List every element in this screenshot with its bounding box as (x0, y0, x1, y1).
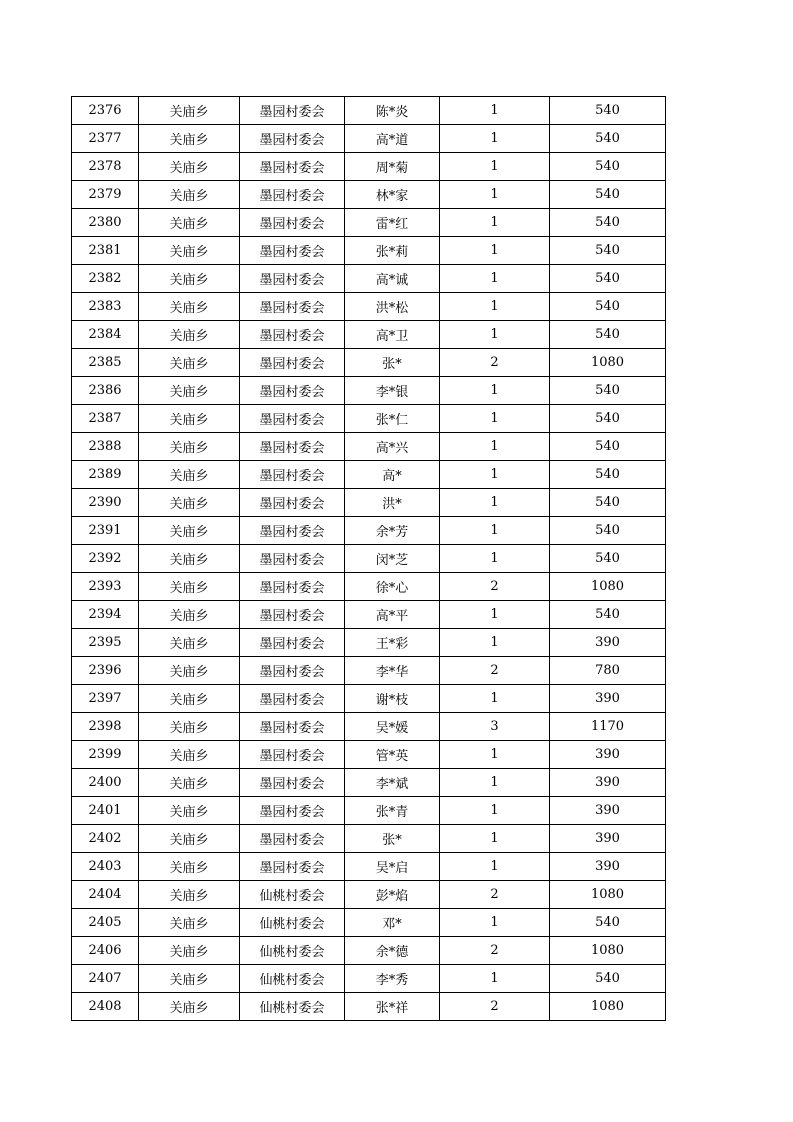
serial-number-cell: 2379 (72, 181, 139, 209)
amount-cell: 390 (550, 853, 666, 881)
household-count-cell: 1 (440, 377, 550, 405)
table-row (72, 797, 666, 825)
household-count-cell: 2 (440, 937, 550, 965)
amount-cell: 390 (550, 825, 666, 853)
village-committee-cell: 墨园村委会 (240, 769, 345, 797)
township-cell: 关庙乡 (139, 629, 240, 657)
name-cell: 高*诚 (345, 265, 440, 293)
village-committee-cell: 墨园村委会 (240, 209, 345, 237)
serial-number-cell: 2391 (72, 517, 139, 545)
township-cell: 关庙乡 (139, 349, 240, 377)
amount-cell: 1080 (550, 937, 666, 965)
name-cell: 高*卫 (345, 321, 440, 349)
serial-number-cell: 2408 (72, 993, 139, 1021)
township-cell: 关庙乡 (139, 993, 240, 1021)
township-cell: 关庙乡 (139, 321, 240, 349)
table-row (72, 601, 666, 629)
household-count-cell: 2 (440, 657, 550, 685)
table-row (72, 741, 666, 769)
village-committee-cell: 墨园村委会 (240, 545, 345, 573)
name-cell: 张*青 (345, 797, 440, 825)
village-committee-cell: 墨园村委会 (240, 573, 345, 601)
village-committee-cell: 墨园村委会 (240, 237, 345, 265)
serial-number-cell: 2376 (72, 97, 139, 125)
serial-number-cell: 2399 (72, 741, 139, 769)
table-row (72, 97, 666, 125)
table-row (72, 125, 666, 153)
household-count-cell: 1 (440, 769, 550, 797)
name-cell: 高*兴 (345, 433, 440, 461)
serial-number-cell: 2377 (72, 125, 139, 153)
township-cell: 关庙乡 (139, 769, 240, 797)
household-count-cell: 2 (440, 349, 550, 377)
village-committee-cell: 墨园村委会 (240, 797, 345, 825)
name-cell: 洪*松 (345, 293, 440, 321)
name-cell: 余*芳 (345, 517, 440, 545)
household-count-cell: 1 (440, 965, 550, 993)
village-committee-cell: 墨园村委会 (240, 713, 345, 741)
table-row (72, 181, 666, 209)
household-count-cell: 1 (440, 601, 550, 629)
table-row (72, 545, 666, 573)
township-cell: 关庙乡 (139, 685, 240, 713)
village-committee-cell: 仙桃村委会 (240, 881, 345, 909)
village-committee-cell: 墨园村委会 (240, 293, 345, 321)
serial-number-cell: 2400 (72, 769, 139, 797)
household-count-cell: 2 (440, 573, 550, 601)
township-cell: 关庙乡 (139, 741, 240, 769)
name-cell: 吴*媛 (345, 713, 440, 741)
serial-number-cell: 2395 (72, 629, 139, 657)
household-count-cell: 1 (440, 489, 550, 517)
amount-cell: 390 (550, 797, 666, 825)
serial-number-cell: 2404 (72, 881, 139, 909)
serial-number-cell: 2392 (72, 545, 139, 573)
amount-cell: 540 (550, 237, 666, 265)
township-cell: 关庙乡 (139, 601, 240, 629)
village-committee-cell: 墨园村委会 (240, 461, 345, 489)
amount-cell: 540 (550, 517, 666, 545)
name-cell: 管*英 (345, 741, 440, 769)
township-cell: 关庙乡 (139, 545, 240, 573)
township-cell: 关庙乡 (139, 937, 240, 965)
household-count-cell: 1 (440, 461, 550, 489)
township-cell: 关庙乡 (139, 265, 240, 293)
serial-number-cell: 2393 (72, 573, 139, 601)
name-cell: 王*彩 (345, 629, 440, 657)
name-cell: 李*斌 (345, 769, 440, 797)
household-count-cell: 1 (440, 433, 550, 461)
township-cell: 关庙乡 (139, 797, 240, 825)
township-cell: 关庙乡 (139, 181, 240, 209)
amount-cell: 1080 (550, 881, 666, 909)
serial-number-cell: 2397 (72, 685, 139, 713)
table-row (72, 881, 666, 909)
table-row (72, 937, 666, 965)
amount-cell: 390 (550, 741, 666, 769)
table-row (72, 993, 666, 1021)
name-cell: 吴*启 (345, 853, 440, 881)
household-count-cell: 1 (440, 97, 550, 125)
township-cell: 关庙乡 (139, 909, 240, 937)
table-row (72, 237, 666, 265)
name-cell: 张*仁 (345, 405, 440, 433)
name-cell: 李*秀 (345, 965, 440, 993)
table-row (72, 629, 666, 657)
name-cell: 徐*心 (345, 573, 440, 601)
household-count-cell: 1 (440, 517, 550, 545)
name-cell: 张*莉 (345, 237, 440, 265)
township-cell: 关庙乡 (139, 573, 240, 601)
village-committee-cell: 仙桃村委会 (240, 909, 345, 937)
name-cell: 张*祥 (345, 993, 440, 1021)
roster-table (71, 96, 666, 1021)
name-cell: 洪* (345, 489, 440, 517)
amount-cell: 540 (550, 181, 666, 209)
table-row (72, 853, 666, 881)
table-row (72, 433, 666, 461)
table-row (72, 293, 666, 321)
household-count-cell: 1 (440, 293, 550, 321)
table-row (72, 517, 666, 545)
amount-cell: 540 (550, 153, 666, 181)
amount-cell: 540 (550, 489, 666, 517)
amount-cell: 390 (550, 685, 666, 713)
serial-number-cell: 2380 (72, 209, 139, 237)
village-committee-cell: 墨园村委会 (240, 405, 345, 433)
serial-number-cell: 2386 (72, 377, 139, 405)
serial-number-cell: 2389 (72, 461, 139, 489)
township-cell: 关庙乡 (139, 517, 240, 545)
amount-cell: 540 (550, 965, 666, 993)
table-row (72, 461, 666, 489)
village-committee-cell: 墨园村委会 (240, 741, 345, 769)
township-cell: 关庙乡 (139, 237, 240, 265)
amount-cell: 1080 (550, 993, 666, 1021)
table-row (72, 321, 666, 349)
table-row (72, 825, 666, 853)
amount-cell: 1080 (550, 349, 666, 377)
serial-number-cell: 2402 (72, 825, 139, 853)
village-committee-cell: 墨园村委会 (240, 153, 345, 181)
serial-number-cell: 2387 (72, 405, 139, 433)
village-committee-cell: 仙桃村委会 (240, 965, 345, 993)
amount-cell: 540 (550, 125, 666, 153)
table-row (72, 713, 666, 741)
village-committee-cell: 墨园村委会 (240, 377, 345, 405)
serial-number-cell: 2398 (72, 713, 139, 741)
serial-number-cell: 2385 (72, 349, 139, 377)
name-cell: 高*平 (345, 601, 440, 629)
table-row (72, 489, 666, 517)
serial-number-cell: 2381 (72, 237, 139, 265)
amount-cell: 540 (550, 601, 666, 629)
household-count-cell: 1 (440, 181, 550, 209)
amount-cell: 780 (550, 657, 666, 685)
township-cell: 关庙乡 (139, 825, 240, 853)
village-committee-cell: 墨园村委会 (240, 629, 345, 657)
serial-number-cell: 2403 (72, 853, 139, 881)
amount-cell: 1170 (550, 713, 666, 741)
table-row (72, 657, 666, 685)
name-cell: 邓* (345, 909, 440, 937)
name-cell: 陈*炎 (345, 97, 440, 125)
serial-number-cell: 2383 (72, 293, 139, 321)
amount-cell: 540 (550, 377, 666, 405)
amount-cell: 540 (550, 545, 666, 573)
household-count-cell: 1 (440, 909, 550, 937)
table-row (72, 769, 666, 797)
amount-cell: 390 (550, 629, 666, 657)
serial-number-cell: 2390 (72, 489, 139, 517)
name-cell: 闵*芝 (345, 545, 440, 573)
village-committee-cell: 墨园村委会 (240, 601, 345, 629)
village-committee-cell: 墨园村委会 (240, 265, 345, 293)
household-count-cell: 1 (440, 741, 550, 769)
table-row (72, 685, 666, 713)
serial-number-cell: 2378 (72, 153, 139, 181)
village-committee-cell: 墨园村委会 (240, 489, 345, 517)
serial-number-cell: 2394 (72, 601, 139, 629)
household-count-cell: 1 (440, 209, 550, 237)
township-cell: 关庙乡 (139, 853, 240, 881)
name-cell: 彭*焰 (345, 881, 440, 909)
township-cell: 关庙乡 (139, 153, 240, 181)
amount-cell: 540 (550, 97, 666, 125)
name-cell: 林*家 (345, 181, 440, 209)
household-count-cell: 1 (440, 685, 550, 713)
serial-number-cell: 2388 (72, 433, 139, 461)
household-count-cell: 3 (440, 713, 550, 741)
amount-cell: 540 (550, 461, 666, 489)
village-committee-cell: 墨园村委会 (240, 657, 345, 685)
township-cell: 关庙乡 (139, 657, 240, 685)
household-count-cell: 1 (440, 153, 550, 181)
township-cell: 关庙乡 (139, 405, 240, 433)
township-cell: 关庙乡 (139, 713, 240, 741)
household-count-cell: 1 (440, 545, 550, 573)
household-count-cell: 1 (440, 405, 550, 433)
township-cell: 关庙乡 (139, 125, 240, 153)
township-cell: 关庙乡 (139, 489, 240, 517)
township-cell: 关庙乡 (139, 97, 240, 125)
name-cell: 张* (345, 349, 440, 377)
village-committee-cell: 墨园村委会 (240, 97, 345, 125)
household-count-cell: 1 (440, 825, 550, 853)
amount-cell: 540 (550, 433, 666, 461)
township-cell: 关庙乡 (139, 377, 240, 405)
serial-number-cell: 2406 (72, 937, 139, 965)
household-count-cell: 1 (440, 237, 550, 265)
township-cell: 关庙乡 (139, 209, 240, 237)
amount-cell: 540 (550, 405, 666, 433)
name-cell: 余*德 (345, 937, 440, 965)
household-count-cell: 1 (440, 629, 550, 657)
village-committee-cell: 墨园村委会 (240, 433, 345, 461)
village-committee-cell: 墨园村委会 (240, 685, 345, 713)
table-row (72, 909, 666, 937)
table-row (72, 153, 666, 181)
name-cell: 张* (345, 825, 440, 853)
village-committee-cell: 墨园村委会 (240, 349, 345, 377)
amount-cell: 540 (550, 209, 666, 237)
village-committee-cell: 仙桃村委会 (240, 993, 345, 1021)
township-cell: 关庙乡 (139, 461, 240, 489)
household-count-cell: 2 (440, 881, 550, 909)
serial-number-cell: 2382 (72, 265, 139, 293)
village-committee-cell: 墨园村委会 (240, 853, 345, 881)
amount-cell: 540 (550, 265, 666, 293)
table-row (72, 965, 666, 993)
village-committee-cell: 墨园村委会 (240, 517, 345, 545)
serial-number-cell: 2405 (72, 909, 139, 937)
township-cell: 关庙乡 (139, 293, 240, 321)
township-cell: 关庙乡 (139, 433, 240, 461)
serial-number-cell: 2401 (72, 797, 139, 825)
amount-cell: 540 (550, 321, 666, 349)
household-count-cell: 1 (440, 125, 550, 153)
serial-number-cell: 2384 (72, 321, 139, 349)
village-committee-cell: 墨园村委会 (240, 321, 345, 349)
serial-number-cell: 2396 (72, 657, 139, 685)
name-cell: 周*菊 (345, 153, 440, 181)
name-cell: 高* (345, 461, 440, 489)
household-count-cell: 1 (440, 265, 550, 293)
name-cell: 李*银 (345, 377, 440, 405)
village-committee-cell: 墨园村委会 (240, 825, 345, 853)
village-committee-cell: 墨园村委会 (240, 125, 345, 153)
table-row (72, 573, 666, 601)
table-row (72, 349, 666, 377)
household-count-cell: 1 (440, 797, 550, 825)
table-row (72, 405, 666, 433)
serial-number-cell: 2407 (72, 965, 139, 993)
household-count-cell: 2 (440, 993, 550, 1021)
name-cell: 雷*红 (345, 209, 440, 237)
table-row (72, 265, 666, 293)
name-cell: 谢*枝 (345, 685, 440, 713)
table-row (72, 209, 666, 237)
village-committee-cell: 墨园村委会 (240, 181, 345, 209)
household-count-cell: 1 (440, 853, 550, 881)
amount-cell: 390 (550, 769, 666, 797)
township-cell: 关庙乡 (139, 881, 240, 909)
name-cell: 高*道 (345, 125, 440, 153)
township-cell: 关庙乡 (139, 965, 240, 993)
household-count-cell: 1 (440, 321, 550, 349)
amount-cell: 540 (550, 909, 666, 937)
amount-cell: 1080 (550, 573, 666, 601)
name-cell: 李*华 (345, 657, 440, 685)
roster-table-body (72, 97, 666, 1021)
village-committee-cell: 仙桃村委会 (240, 937, 345, 965)
table-row (72, 377, 666, 405)
amount-cell: 540 (550, 293, 666, 321)
